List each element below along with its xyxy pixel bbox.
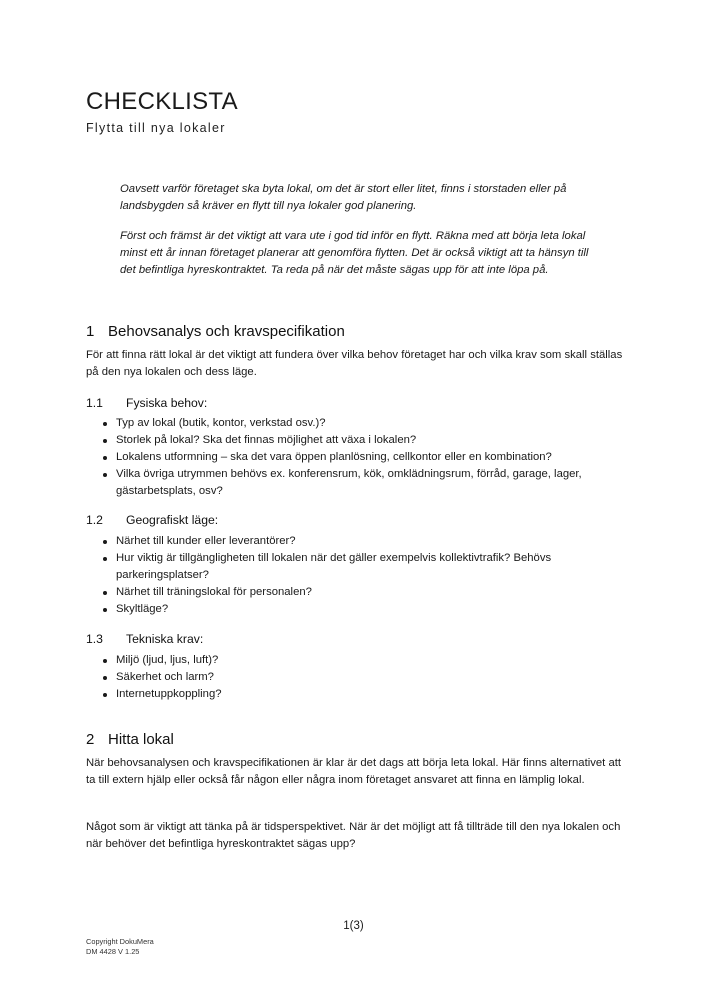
subsection-1-1-heading — [86, 396, 626, 410]
list-item: Miljö (ljud, ljus, luft)? — [86, 652, 626, 669]
subsection-1-2-heading — [86, 513, 626, 527]
list-item: Skyltläge? — [86, 601, 626, 618]
section-2-body-2 — [86, 819, 626, 853]
bullet-icon — [103, 557, 107, 561]
intro-paragraph: Oavsett varför företaget ska byta lokal, om det är stort eller litet, finns i storstaden eller på landsbygden så kräver en flytt till nya lokaler god planering. — [120, 183, 567, 212]
subsection-number: 1.2 — [86, 513, 103, 527]
list-item: Närhet till träningslokal för personalen? — [86, 584, 626, 601]
bullet-icon — [103, 540, 107, 544]
subsection-1-3-heading — [86, 632, 626, 646]
footer — [86, 937, 154, 957]
list-item: Lokalens utformning – ska det vara öppen planlösning, cellkontor eller en kombination? — [86, 449, 626, 466]
paragraph: När behovsanalysen och kravspecifikationen är klar är det dags att börja leta lokal. Här finns alternativet att ta till extern hjälp eller också får någon eller några inom företaget ansvaret att finna en lämplig lokal. — [86, 757, 622, 786]
subsection-title: Fysiska behov: — [126, 396, 208, 410]
intro-block — [120, 181, 595, 292]
section-number: 1 — [86, 323, 95, 340]
list-item: Närhet till kunder eller leverantörer? — [86, 533, 626, 550]
subsection-number: 1.1 — [86, 396, 103, 410]
bullet-icon — [103, 456, 107, 460]
subsection-title: Geografiskt läge: — [126, 513, 219, 527]
bullet-icon — [103, 422, 107, 426]
subsection-1-3-list — [86, 652, 626, 703]
section-title: Behovsanalys och kravspecifikation — [108, 323, 345, 340]
paragraph: Något som är viktigt att tänka på är tidsperspektivet. När är det möjligt att få tillträde till den nya lokalen och när behöver det befintliga hyreskontraktet sägas upp? — [86, 821, 621, 850]
page-number: 1(3) — [343, 920, 364, 932]
section-number: 2 — [86, 731, 95, 748]
subsection-title: Tekniska krav: — [126, 632, 204, 646]
section-2-heading — [86, 731, 626, 748]
bullet-icon — [103, 473, 107, 477]
bullet-icon — [103, 676, 107, 680]
subsection-1-2-list — [86, 533, 626, 618]
footer-doc-id: DM 4428 V 1.25 — [86, 947, 140, 956]
section-1-body — [86, 347, 626, 381]
subsection-1-1-list — [86, 415, 626, 500]
footer-copyright: Copyright DokuMera — [86, 937, 154, 946]
list-item: Vilka övriga utrymmen behövs ex. konferensrum, kök, omklädningsrum, förråd, garage, lager, gästarbetsplats, osv? — [86, 466, 626, 500]
section-1-heading — [86, 323, 626, 340]
list-item: Storlek på lokal? Ska det finnas möjlighet att växa i lokalen? — [86, 432, 626, 449]
section-2-body — [86, 755, 626, 789]
paragraph: För att finna rätt lokal är det viktigt att fundera över vilka behov företaget har och vilka krav som skall ställas på den nya lokalen och dess läge. — [86, 349, 623, 378]
bullet-icon — [103, 608, 107, 612]
document-title: CHECKLISTA — [86, 88, 238, 115]
section-title: Hitta lokal — [108, 731, 174, 748]
document-subtitle: Flytta till nya lokaler — [86, 121, 226, 135]
subsection-number: 1.3 — [86, 632, 103, 646]
list-item: Hur viktig är tillgängligheten till lokalen när det gäller exempelvis kollektivtrafik? Behövs parkeringsplatser? — [86, 550, 626, 584]
list-item: Typ av lokal (butik, kontor, verkstad osv.)? — [86, 415, 626, 432]
intro-paragraph: Först och främst är det viktigt att vara ute i god tid inför en flytt. Räkna med att börja leta lokal minst ett år innan företaget planerar att genomföra flytten. Det är också viktigt att ta hänsyn till det befintliga hyreskontraktet. Ta reda på när det måste sägas upp för att inte löpa på. — [120, 230, 589, 276]
list-item: Internetuppkoppling? — [86, 686, 626, 703]
bullet-icon — [103, 439, 107, 443]
bullet-icon — [103, 659, 107, 663]
bullet-icon — [103, 591, 107, 595]
list-item: Säkerhet och larm? — [86, 669, 626, 686]
bullet-icon — [103, 693, 107, 697]
